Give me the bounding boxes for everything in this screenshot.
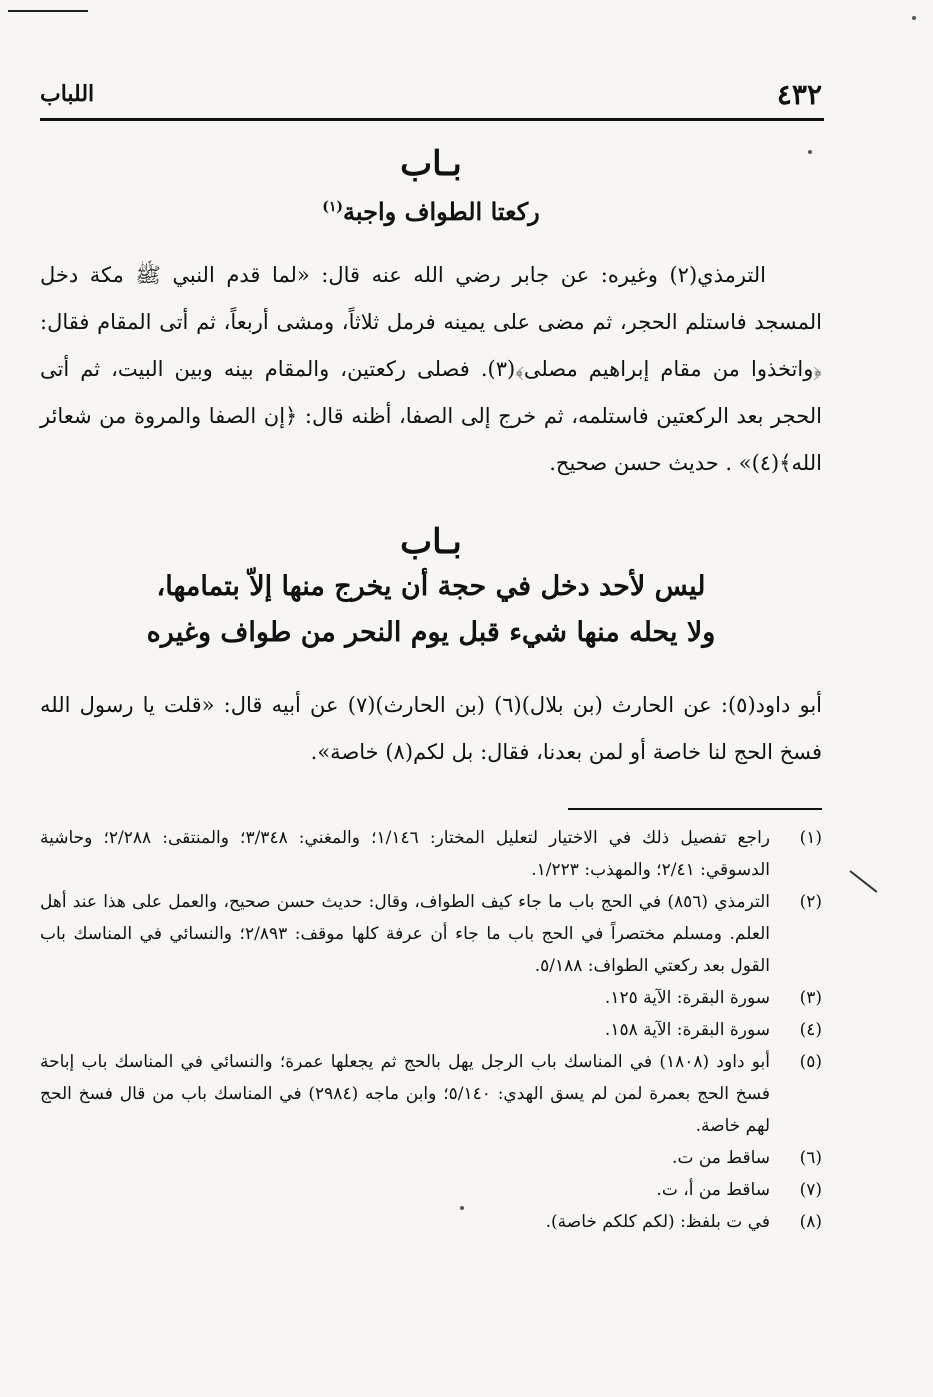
footnote-ref: (١): [322, 199, 344, 215]
footnote-item: [40, 1046, 822, 1142]
footnote-item: [40, 982, 822, 1014]
chapter-title-text: ركعتا الطواف واجبة: [343, 197, 540, 226]
footnote-number: (٨): [799, 1212, 822, 1232]
page-header: [40, 78, 822, 110]
footnote-text: في ت بلفظ: (لكم كلكم خاصة).: [545, 1212, 770, 1232]
footnote-rule: [568, 808, 822, 810]
footnote-text: سورة البقرة: الآية ١٢٥.: [604, 988, 770, 1008]
footnote-text: راجع تفصيل ذلك في الاختيار لتعليل المختار: ١/١٤٦؛ والمغني: ٣/٣٤٨؛ والمنتقى: ٢/٢٨٨؛ وحاشية الدسوقي: ٢/٤١؛ والمهذب: ١/٢٢٣.: [40, 828, 770, 880]
footnote-number: (٤): [799, 1020, 822, 1040]
scan-speck: [460, 1206, 464, 1210]
chapter-title-line-1: ليس لأحد دخل في حجة أن يخرج منها إلاّ بتمامها،: [156, 571, 706, 602]
chapter-heading-1: [40, 142, 822, 233]
scan-stray-mark: [849, 870, 877, 893]
running-title: اللباب: [40, 81, 95, 107]
footnote-text: سورة البقرة: الآية ١٥٨.: [604, 1020, 770, 1040]
footnote-number: (٢): [799, 892, 822, 912]
page-number: ٤٣٢: [776, 77, 822, 111]
chapter-word: بـاب: [400, 522, 462, 562]
header-rule: [40, 118, 824, 121]
footnote-number: (٥): [799, 1052, 822, 1072]
chapter-title-line-2: ولا يحله منها شيء قبل يوم النحر من طواف وغيره: [146, 617, 716, 648]
footnote-text: ساقط من أ، ت.: [656, 1180, 770, 1200]
chapter-word: بـاب: [400, 144, 462, 184]
footnote-item: [40, 1014, 822, 1046]
footnote-number: (٧): [799, 1180, 822, 1200]
footnote-number: (١): [799, 828, 822, 848]
chapter-title: [40, 186, 822, 233]
footnote-number: (٣): [799, 988, 822, 1008]
footnote-text: ساقط من ت.: [672, 1148, 770, 1168]
footnotes: [40, 822, 822, 1238]
hadith-paragraph-1: الترمذي(٢) وغيره: عن جابر رضي الله عنه قال: «لما قدم النبي ﷺ مكة دخل المسجد فاستلم الحجر، ثم مضى على يمينه فرمل ثلاثاً، ومشى أربعاً، ثم أتى المقام فقال: ﴿واتخذوا من مقام إبراهيم مصلى﴾(٣). فصلى ركعتين، والمقام بينه وبين البيت، ثم أتى الحجر بعد الركعتين فاستلمه، ثم خرج إلى الصفا، أظنه قال: ﴿إن الصفا والمروة من شعائر الله﴾(٤)» . حديث حسن صحيح.: [40, 263, 822, 475]
scan-speck: [912, 16, 916, 20]
footnote-item: [40, 1174, 822, 1206]
footnote-item: [40, 886, 822, 982]
scan-speck: [808, 150, 812, 154]
chapter-heading-2: [40, 520, 822, 656]
hadith-paragraph-2: أبو داود(٥): عن الحارث (بن بلال)(٦) (بن الحارث)(٧) عن أبيه قال: «قلت يا رسول الله فسخ الحج لنا خاصة أو لمن بعدنا، فقال: بل لكم(٨) خاصة».: [40, 693, 823, 764]
scan-edge-mark: [8, 10, 88, 12]
footnote-item: [40, 1142, 822, 1174]
footnote-text: أبو داود (١٨٠٨) في المناسك باب الرجل يهل بالحج ثم يجعلها عمرة؛ والنسائي في المناسك باب إباحة فسخ الحج بعمرة لمن لم يسق الهدي: ٥/١٤٠؛ وابن ماجه (٢٩٨٤) في المناسك باب من قال فسخ الحج لهم خاصة.: [40, 1052, 771, 1136]
footnote-item: [40, 1206, 822, 1238]
footnote-text: الترمذي (٨٥٦) في الحج باب ما جاء كيف الطواف، وقال: حديث حسن صحيح، والعمل على هذا عند أهل العلم. ومسلم مختصراً في الحج باب ما جاء أن عرفة كلها موقف: ٢/٨٩٣؛ والنسائي في المناسك باب القول بعد ركعتي الطواف: ٥/١٨٨.: [40, 892, 770, 976]
footnote-item: [40, 822, 822, 886]
footnote-number: (٦): [799, 1148, 822, 1168]
